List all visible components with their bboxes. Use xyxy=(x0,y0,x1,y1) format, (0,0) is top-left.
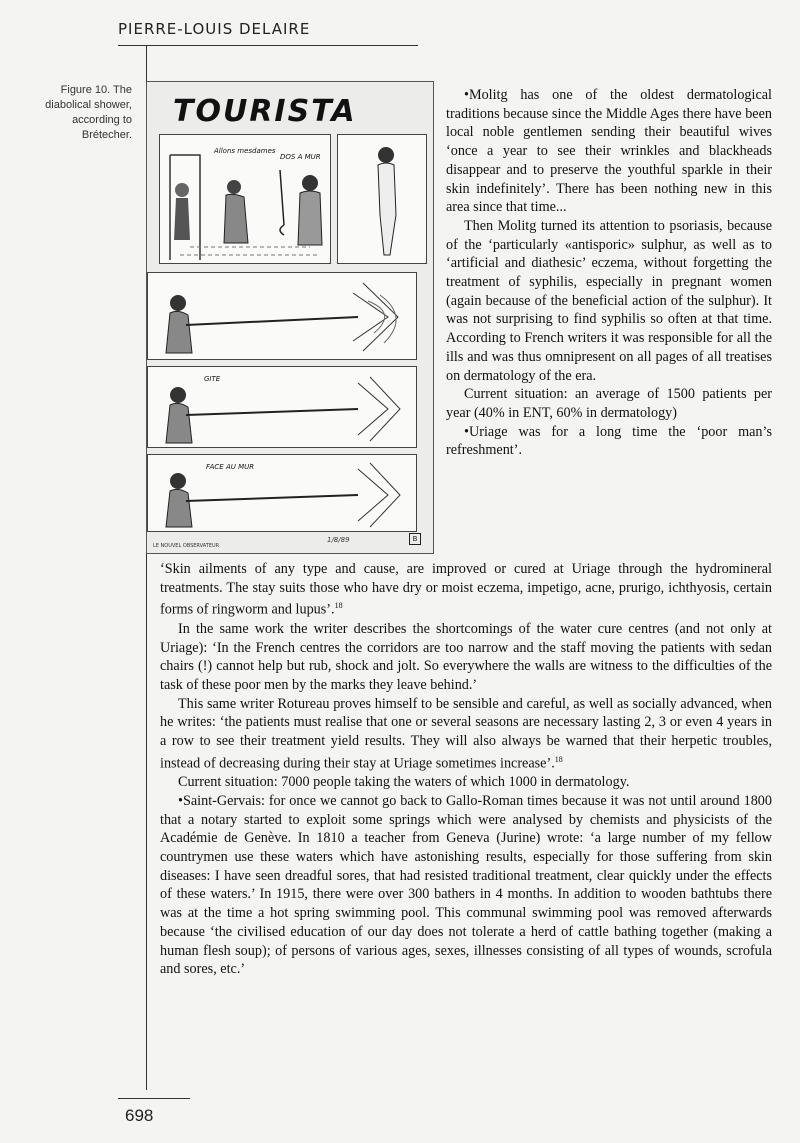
paragraph xyxy=(160,695,772,774)
speech-bubble: GITE xyxy=(204,375,221,383)
comic-date: 1/8/89 xyxy=(327,536,350,544)
paragraph-text: Saint-Gervais: for once we cannot go back to Gallo-Roman times because it was not until around 1800 that a notary started to exploit some springs which were analysed by chemists and physicists of the Académie de Genève. In 1810 a teacher from Geneva (Jurine) wrote: ‘a large number of my fellow countrymen use these waters which have astonishing results, especially for those suffering from skin diseases: I have seen dreadful sores, that had resisted traditional treatment, clear quickly under the effects of these waters.’ In 1915, there were over 300 bathers in 4 months. In addition to wooden bathtubs there was at the time a hot spring swimming pool. This communal swimming pool was removed afterwards because ‘the civilised education of our day does not tolerate a herd of cattle bathing together (making a human flesh soup); of persons of various ages, sexes, illnesses consisting of all types of wounds, scrofula and sores, etc.’ xyxy=(160,792,772,978)
caption-line: Brétecher. xyxy=(81,129,132,141)
comic-panel-5 xyxy=(147,454,417,532)
paragraph: Then Molitg turned its attention to psoriasis, because of the ‘particularly «antisporic» sulphur, as well as to ‘artificial and diathesic’ eczema, without forgetting the treatment of syphilis, especially in pregnant women (again because of the beneficial action of the sulphur). It was not surprising to find syphilis so often at that time. According to French writers it was responsible for all the ills and was thus omnipresent on all pages of all treatises on dermatology of the era. xyxy=(446,217,772,384)
paragraph-text: ‘Skin ailments of any type and cause, are improved or cured at Uriage through the hydromineral treatments. The stay suits those who have dry or moist eczema, impetigo, acne, prurigo, ichthyosis, certain forms of ringworm and lupus’. xyxy=(160,561,772,619)
bullet-glyph: • xyxy=(464,87,469,103)
paragraph xyxy=(160,560,772,620)
footnote-ref: 18 xyxy=(554,754,563,764)
comic-drawing-5 xyxy=(148,455,418,533)
paragraph: Current situation: an average of 1500 patients per year (40% in ENT, 60% in dermatology) xyxy=(446,386,772,421)
caption-line: according to xyxy=(72,114,132,126)
paragraph xyxy=(160,792,772,979)
speech-bubble: DOS A MUR xyxy=(280,153,321,161)
paragraph-text: Uriage was for a long time the ‘poor man’s refreshment’. xyxy=(446,423,772,459)
paragraph: In the same work the writer describes the shortcomings of the water cure centres (and not only at Uriage): ‘In the French centres the corridors are too narrow and the staff moving the patients with sedan chairs (!) cannot help but rub, shock and jolt. So everywhere the walls are witness to the difficulties of the task of these poor men by the marks they leave behind.’ xyxy=(160,620,772,693)
comic-credit: LE NOUVEL OBSERVATEUR xyxy=(153,543,220,549)
comic-figure xyxy=(146,81,434,554)
speech-bubble: FACE AU MUR xyxy=(206,463,255,471)
paragraph: Current situation: 7000 people taking the waters of which 1000 in dermatology. xyxy=(178,774,630,791)
header-rule xyxy=(118,45,418,46)
paragraph-text: This same writer Rotureau proves himself to be sensible and careful, as well as socially advanced, when he writes: ‘the patients must realise that one or several seasons are necessary lasting 2, 3 or even 4 years in a row to see their treatment yield results. They will also always be warned that their herpetic troubles, instead of decreasing during their stay at Uriage sometimes increase’. xyxy=(160,695,772,772)
comic-drawing-4 xyxy=(148,367,418,449)
paragraph-text: Molitg has one of the oldest dermatological traditions because since the Middle Ages there have been local noble gentlemen sending their beautiful wives ‘once a year to see their wrinkles and blackheads disappear and to preserve the youthful sparkle in their skin indefinitely’. There has been nothing new in this area since that time... xyxy=(446,87,772,216)
right-column-text xyxy=(446,86,772,460)
bullet-glyph: • xyxy=(178,792,183,809)
comic-panel-2 xyxy=(337,134,427,264)
paragraph xyxy=(446,86,772,217)
comic-panel-3 xyxy=(147,272,417,360)
comic-drawing-2 xyxy=(338,135,428,265)
footer-rule xyxy=(118,1098,190,1099)
page-number: 698 xyxy=(125,1106,154,1125)
caption-line: diabolical shower, xyxy=(45,99,132,111)
figure-caption xyxy=(10,83,132,143)
running-header: PIERRE-LOUIS DELAIRE xyxy=(118,20,311,38)
caption-line: Figure 10. The xyxy=(60,84,132,96)
bullet-glyph: • xyxy=(464,423,469,440)
comic-title: TOURISTA xyxy=(173,94,357,129)
comic-signature: B xyxy=(409,533,421,545)
comic-drawing-3 xyxy=(148,273,418,361)
comic-panel-1 xyxy=(159,134,331,264)
paragraph xyxy=(446,423,772,460)
full-width-text xyxy=(160,560,772,979)
footnote-ref: 18 xyxy=(334,601,343,611)
comic-panel-4 xyxy=(147,366,417,448)
speech-bubble: Allons mesdames xyxy=(214,147,276,155)
